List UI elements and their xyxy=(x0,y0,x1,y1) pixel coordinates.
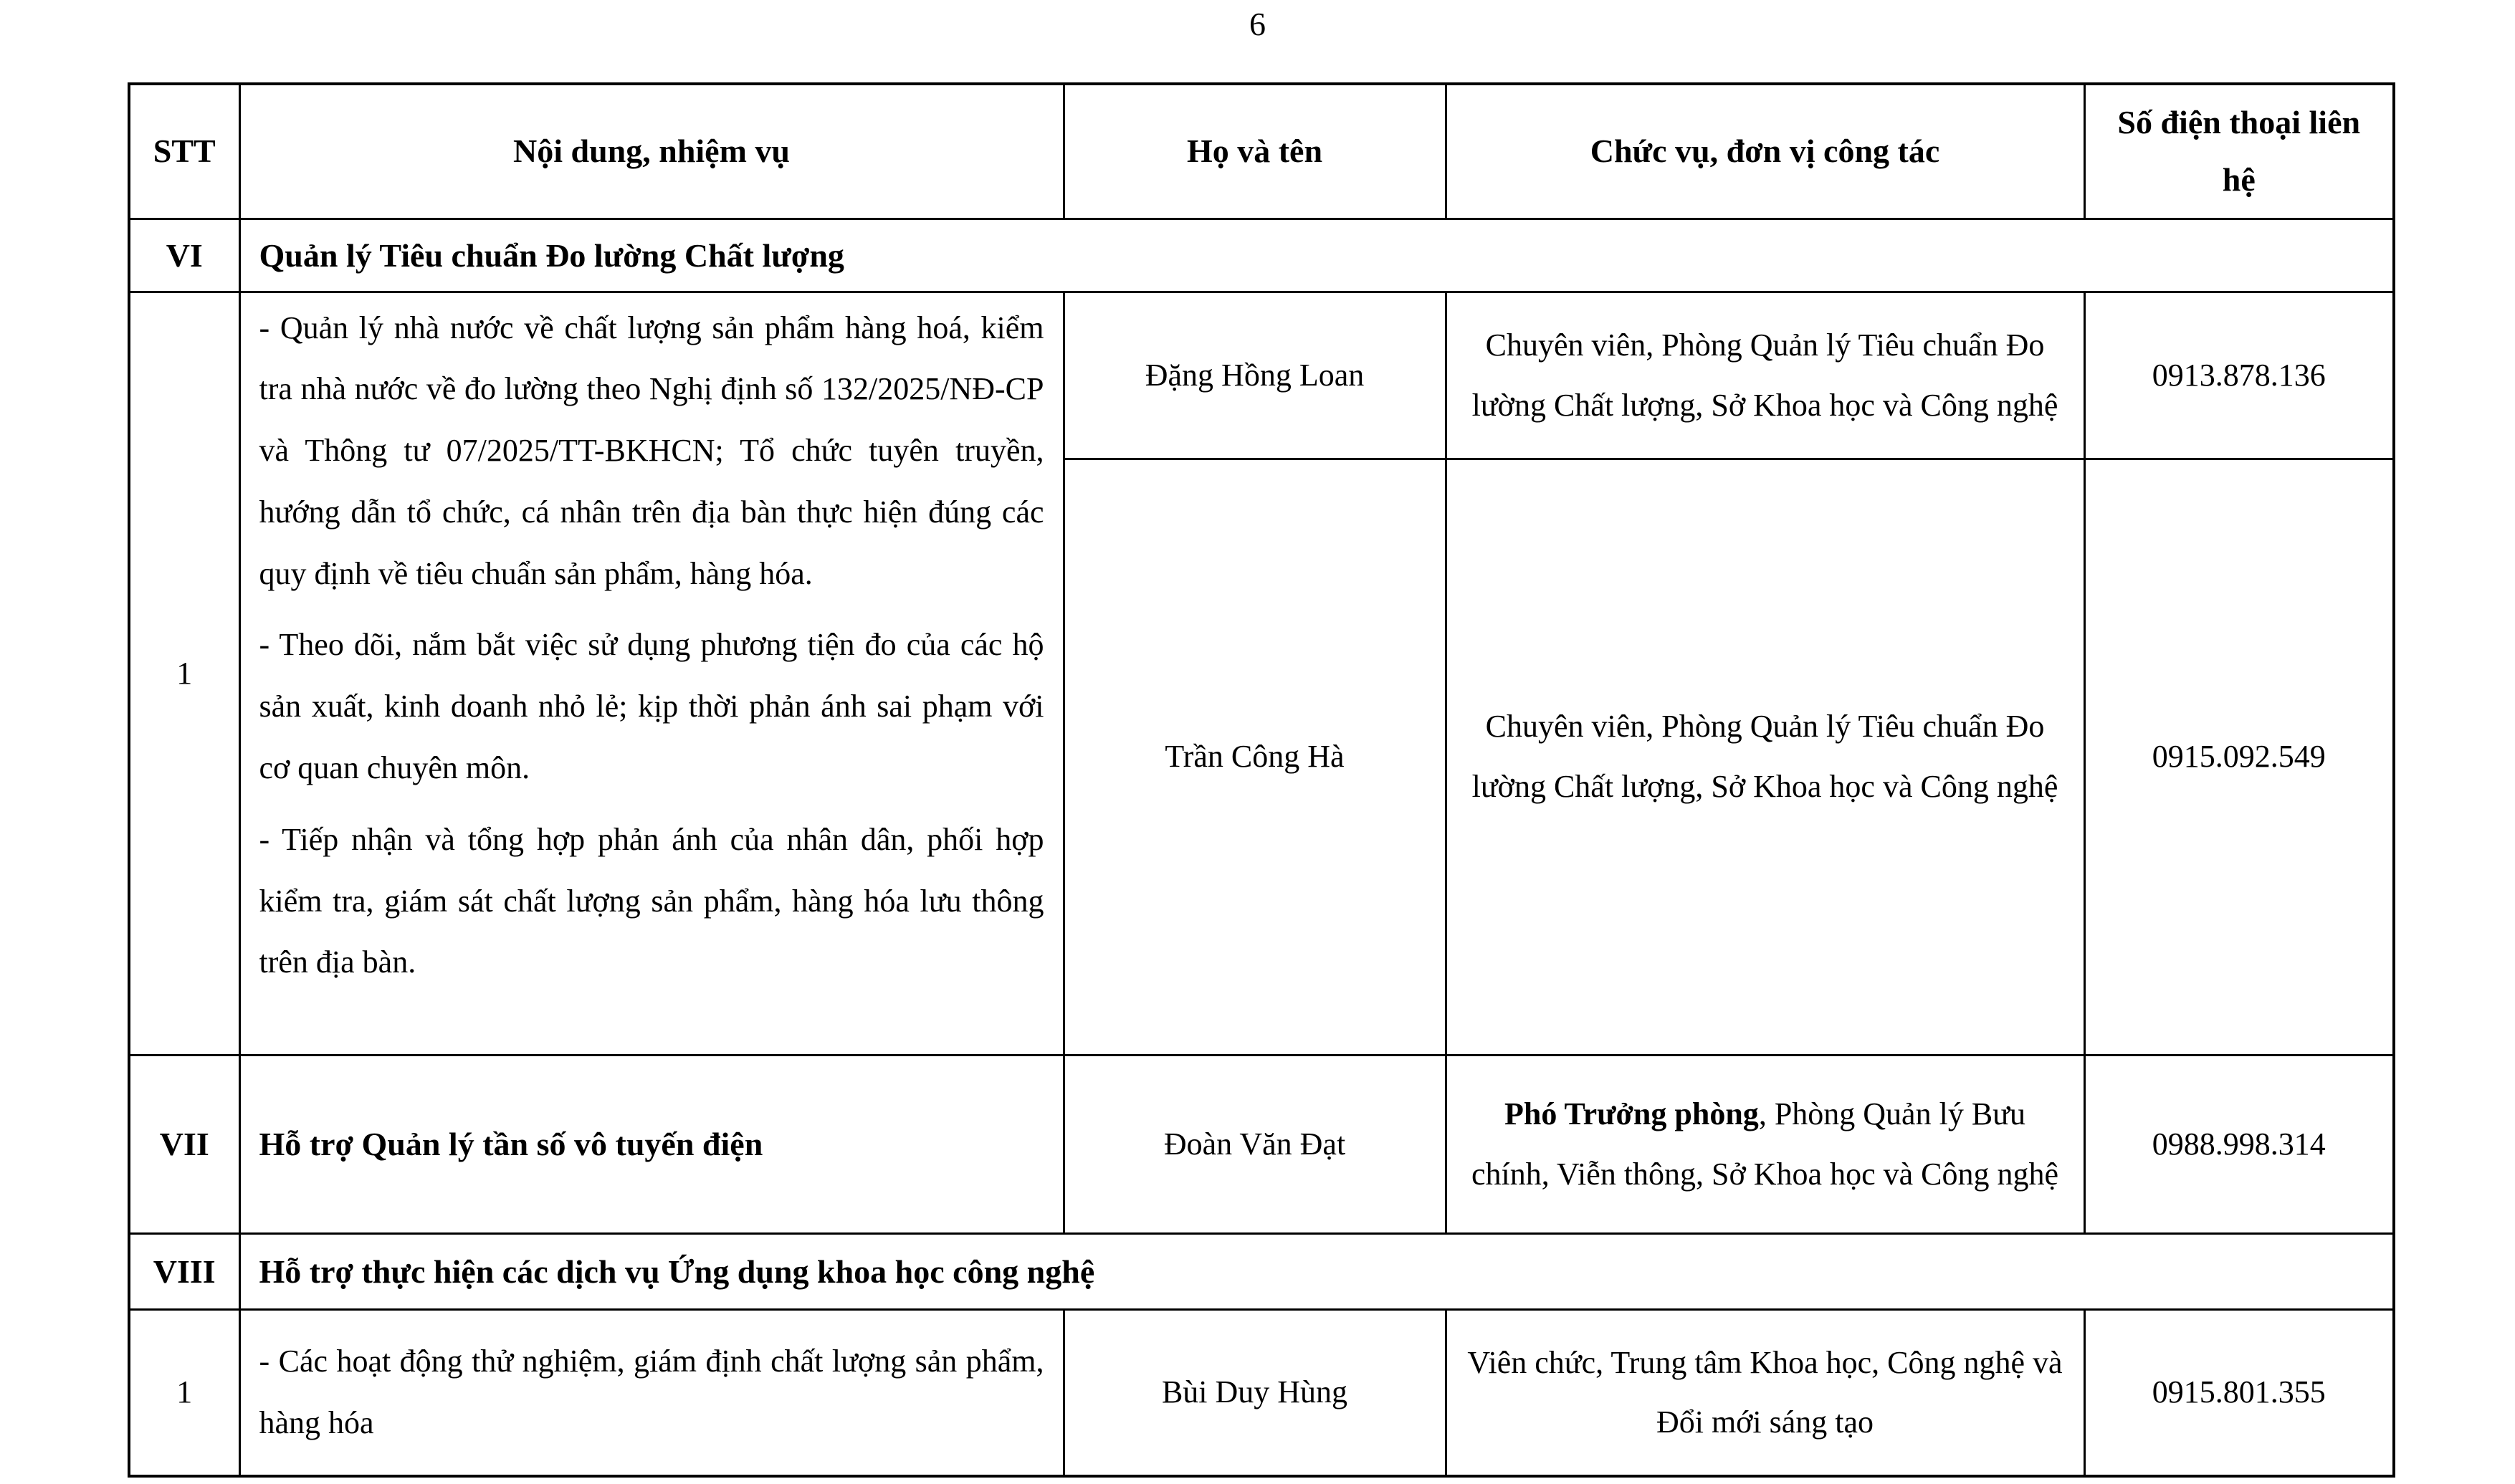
header-so-dien-thoai: Số điện thoại liên hệ xyxy=(2084,84,2394,219)
person-phone: 0913.878.136 xyxy=(2084,292,2394,459)
person-role-bold-part: Phó Trưởng phòng xyxy=(1504,1096,1759,1131)
person-role-rest-part: , Phòng Quản lý Bưu chính, Viễn thông, Sở Khoa học và Công nghệ xyxy=(1471,1096,2059,1192)
header-ho-va-ten: Họ và tên xyxy=(1064,84,1446,219)
section-vi-stt: VI xyxy=(129,219,239,292)
row-viii-1-task: - Các hoạt động thử nghiệm, giám định chất lượng sản phẩm, hàng hóa xyxy=(239,1309,1064,1476)
page-number: 6 xyxy=(1249,6,1266,42)
person-name: Đặng Hồng Loan xyxy=(1064,292,1446,459)
person-name: Bùi Duy Hùng xyxy=(1064,1309,1446,1476)
row-viii-1-stt: 1 xyxy=(129,1309,239,1476)
assignment-table xyxy=(128,82,2395,1478)
person-role: Chuyên viên, Phòng Quản lý Tiêu chuẩn Đo lường Chất lượng, Sở Khoa học và Công nghệ xyxy=(1446,459,2084,1055)
header-noi-dung: Nội dung, nhiệm vụ xyxy=(239,84,1064,219)
person-role: Chuyên viên, Phòng Quản lý Tiêu chuẩn Đo lường Chất lượng, Sở Khoa học và Công nghệ xyxy=(1446,292,2084,459)
header-stt: STT xyxy=(129,84,239,219)
section-viii-stt: VIII xyxy=(129,1233,239,1309)
person-phone: 0915.092.549 xyxy=(2084,459,2394,1055)
task-paragraph: - Tiếp nhận và tổng hợp phản ánh của nhân dân, phối hợp kiểm tra, giám sát chất lượng sản phẩm, hàng hóa lưu thông trên địa bàn. xyxy=(259,821,1044,980)
row-vi-1-stt: 1 xyxy=(129,292,239,1055)
section-vi-row xyxy=(129,219,2394,292)
section-vii-stt: VII xyxy=(129,1055,239,1233)
section-vii-row xyxy=(129,1055,2394,1233)
row-viii-1 xyxy=(129,1309,2394,1476)
section-viii-title: Hỗ trợ thực hiện các dịch vụ Ứng dụng khoa học công nghệ xyxy=(239,1233,2394,1309)
row-vi-1-tasks xyxy=(239,292,1064,1055)
section-vii-title: Hỗ trợ Quản lý tần số vô tuyến điện xyxy=(239,1055,1064,1233)
person-name: Trần Công Hà xyxy=(1064,459,1446,1055)
person-name: Đoàn Văn Đạt xyxy=(1064,1055,1446,1233)
task-paragraph: - Theo dõi, nắm bắt việc sử dụng phương tiện đo của các hộ sản xuất, kinh doanh nhỏ lẻ; kịp thời phản ánh sai phạm với cơ quan chuyên môn. xyxy=(259,627,1044,786)
header-chuc-vu: Chức vụ, đơn vị công tác xyxy=(1446,84,2084,219)
person-phone: 0988.998.314 xyxy=(2084,1055,2394,1233)
table-header-row xyxy=(129,84,2394,219)
section-vi-title: Quản lý Tiêu chuẩn Đo lường Chất lượng xyxy=(239,219,2394,292)
row-vi-1-subrow-a xyxy=(129,292,2394,459)
task-paragraph: - Quản lý nhà nước về chất lượng sản phẩm hàng hoá, kiểm tra nhà nước về đo lường theo Nghị định số 132/2025/NĐ-CP và Thông tư 07/2025/TT-BKHCN; Tổ chức tuyên truyền, hướng dẫn tổ chức, cá nhân trên địa bàn thực hiện đúng các quy định về tiêu chuẩn sản phẩm, hàng hóa. xyxy=(259,310,1044,591)
section-viii-row xyxy=(129,1233,2394,1309)
person-role xyxy=(1446,1055,2084,1233)
person-role: Viên chức, Trung tâm Khoa học, Công nghệ và Đổi mới sáng tạo xyxy=(1446,1309,2084,1476)
person-phone: 0915.801.355 xyxy=(2084,1309,2394,1476)
